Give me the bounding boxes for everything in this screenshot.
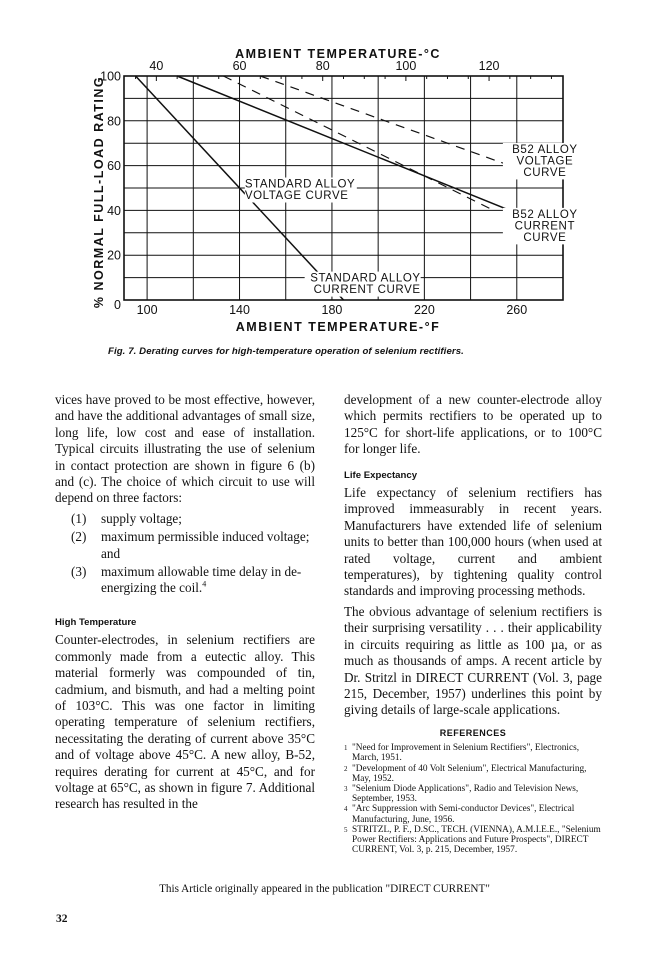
bottom-tick-label: 180 [321,303,343,317]
top-tick-label: 100 [395,59,417,73]
top-tick-label: 80 [315,59,330,73]
reference-item: 2 "Development of 40 Volt Selenium", Electrical Manufacturing, May, 1952. [344,763,587,784]
y-tick-label: 20 [107,248,121,263]
right-paragraph-3: The obvious advantage of selenium rectifiers is their surprising versatility . . . their applicability in circuits requiring as little as 100 µa, or as much as thousands of amps. A recent article by Dr. Stritzl in DIRECT CURRENT (Vol. 3, page 215, December, 1957) underlines this point by giving details of large-scale applications. [344,603,602,718]
bottom-axis-title: AMBIENT TEMPERATURE-°F [235,320,441,334]
b52-current-label-text: CURVE [523,231,567,244]
section-heading-life-expectancy: Life Expectancy [344,469,418,481]
list-item: (1) supply voltage; [71,510,182,526]
std-voltage-label-text: VOLTAGE CURVE [244,190,349,203]
right-column [344,392,602,855]
std-voltage-label-text: STANDARD ALLOY [244,178,356,191]
b52-current-label-text: B52 ALLOY [512,208,578,221]
bottom-tick-label: 100 [136,303,158,317]
left-paragraph-1: vices have proved to be most effective, however, and have the additional advantages of small size, long life, low cost and ease of installation. Typical circuits illustrating the use of selenium in contact protection are shown in figure 6 (b) and (c). The choice of which circuit to use will depend on three factors: [55,392,315,506]
b52-voltage-label-text: VOLTAGE [516,155,574,168]
right-paragraph-1: development of a new counter-electrode alloy which permits rectifiers to be operated up to 125°C for short-life applications, or to 100°C for longer life. [344,392,602,457]
list-item: (2) maximum permissible induced voltage; and [71,529,310,561]
y-tick-label: 40 [107,203,121,218]
footnote-marker: 4 [202,580,207,590]
top-axis-title: AMBIENT TEMPERATURE-°C [235,47,441,61]
std-current-label-text: CURRENT CURVE [313,284,421,297]
y-axis-title [92,76,106,308]
bottom-tick-label: 260 [506,303,528,317]
list-item: (3) maximum allowable time delay in de-energizing the coil.$^4$ [71,564,302,596]
section-heading-high-temperature: High Temperature [55,616,137,628]
top-tick-label: 40 [149,59,164,73]
bottom-tick-label: 220 [413,303,435,317]
reference-item: 5 STRITZL, P. F., D.SC., TECH. (VIENNA), A.M.I.E.E., "Selenium Power Rectifiers: Applications and Future Prospects", DIRECT CURRENT, Vol. 3, p. 215, December, 1957. [344,824,601,856]
footer-note: This Article originally appeared in the publication "DIRECT CURRENT" [159,883,490,895]
reference-item: 3 "Selenium Diode Applications", Radio and Television News, September, 1953. [344,783,579,805]
bottom-tick-label: 140 [229,303,250,317]
b52-voltage-label-text: CURVE [523,166,567,179]
b52-current-label-text: CURRENT [514,220,576,233]
derating-chart [0,0,649,340]
references-list [344,743,602,855]
y-tick-label: 100 [100,69,121,84]
references-heading: REFERENCES [439,727,507,738]
factor-list [55,511,315,597]
reference-item: 1 "Need for Improvement in Selenium Rectifiers", Electronics, March, 1951. [344,743,580,764]
b52-voltage-label-text: B52 ALLOY [512,143,578,156]
top-tick-label: 120 [478,59,500,73]
svg-text:% NORMAL FULL-LOAD RATING: % NORMAL FULL-LOAD RATING [92,75,106,309]
top-tick-label: 60 [232,59,247,73]
left-column [55,392,315,817]
figure-caption: Fig. 7. Derating curves for high-temperature operation of selenium rectifiers. [108,346,464,357]
y-tick-label: 60 [107,159,121,174]
y-tick-label: 0 [114,298,121,312]
reference-item: 4 "Arc Suppression with Semi-conductor Devices", Electrical Manufacturing, June, 1956. [344,804,575,825]
page-number: 32 [56,913,68,925]
right-paragraph-2: Life expectancy of selenium rectifiers has improved immeasurably in recent years. Manufacturers have extended life of selenium units to better than 100,000 hours (when used at rated voltage, current and ambient temperatures), by tightening quality control standards and improving processing methods. [344,485,602,599]
y-tick-label: 80 [107,114,121,129]
std-current-label-text: STANDARD ALLOY [310,272,421,285]
left-paragraph-2: Counter-electrodes, in selenium rectifiers are commonly made from a eutectic alloy. This material formerly was compounded of tin, cadmium, and bismuth, and had a melting point of 103°C. This was one factor in limiting operating temperature of selenium rectifiers, necessitating the derating of current above 35°C and of voltage above 45°C. A new alloy, B-52, requires derating for current at 45°C, and for voltage at 65°C, as shown in figure 7. Additional research has resulted in the [55,632,315,812]
